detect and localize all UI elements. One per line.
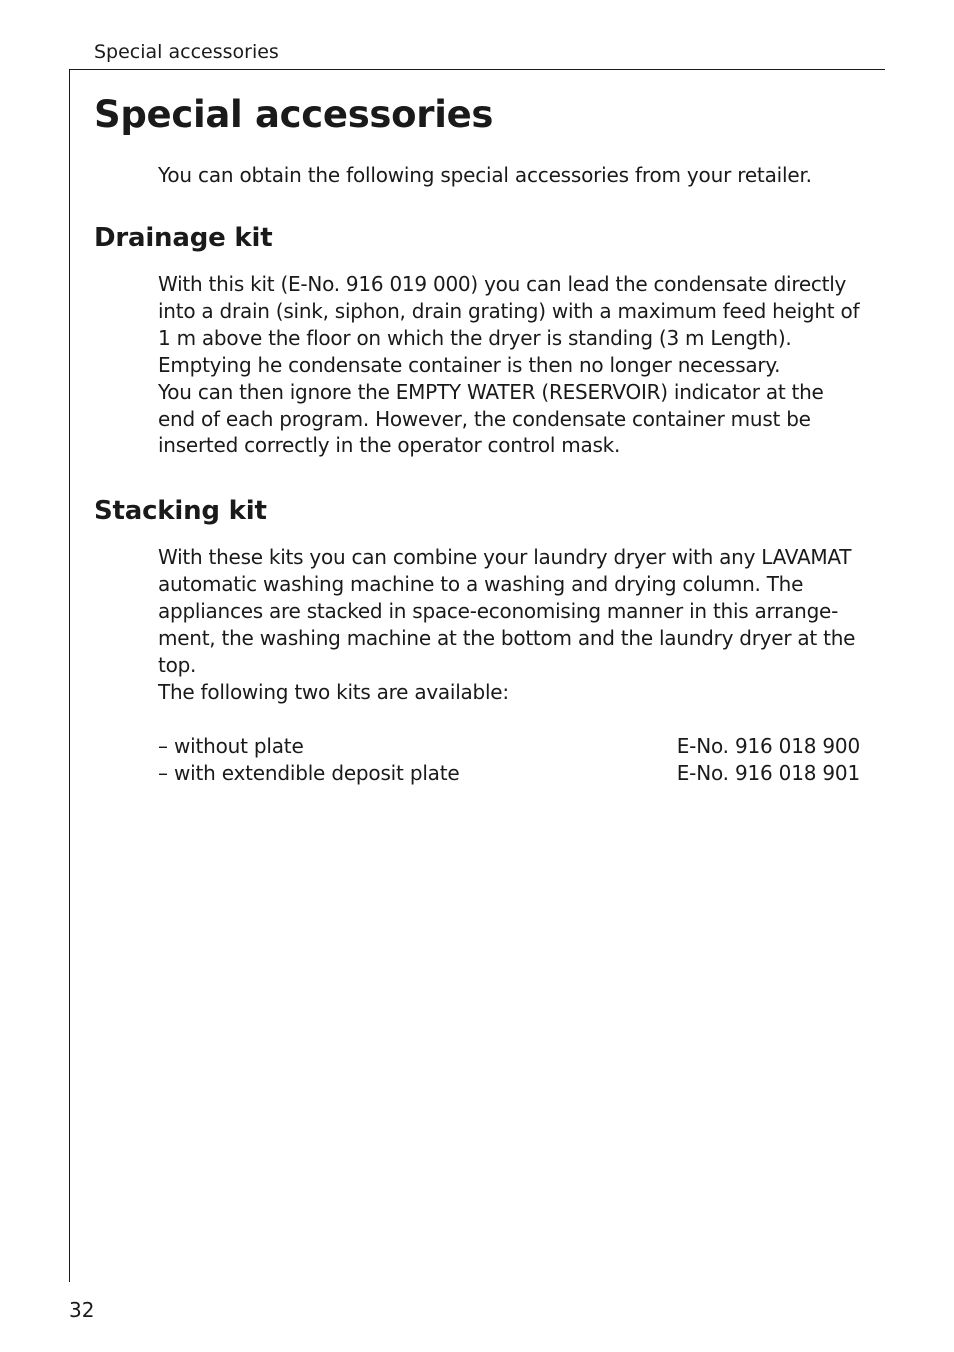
drainage-kit-heading: Drainage kit bbox=[94, 223, 273, 253]
text-line: automatic washing machine to a washing and drying column. The bbox=[158, 571, 804, 596]
kit-part-number: E-No. 916 018 901 bbox=[676, 761, 860, 785]
page-number: 32 bbox=[69, 1298, 95, 1322]
text-line: The following two kits are available: bbox=[158, 679, 509, 704]
stacking-kit-paragraph bbox=[158, 544, 868, 705]
text-line: 1 m above the floor on which the dryer is standing (3 m Length). bbox=[158, 325, 792, 350]
kit-label: – with extendible deposit plate bbox=[158, 761, 460, 785]
text-line: Emptying he condensate container is then no longer necessary. bbox=[158, 352, 781, 377]
running-header: Special accessories bbox=[94, 41, 279, 63]
stacking-kit-heading: Stacking kit bbox=[94, 496, 267, 526]
drainage-kit-paragraph bbox=[158, 271, 868, 459]
text-line: You can then ignore the EMPTY WATER (RESERVOIR) indicator at the bbox=[158, 379, 824, 404]
text-line: With these kits you can combine your laundry dryer with any LAVAMAT bbox=[158, 545, 852, 569]
list-item bbox=[158, 760, 860, 787]
page-title: Special accessories bbox=[94, 93, 494, 136]
text-line: end of each program. However, the condensate container must be bbox=[158, 406, 811, 431]
list-item bbox=[158, 733, 860, 760]
header-rule bbox=[69, 69, 885, 70]
kit-label: – without plate bbox=[158, 734, 304, 758]
text-line: inserted correctly in the operator control mask. bbox=[158, 433, 621, 458]
stacking-kit-list bbox=[158, 733, 860, 787]
intro-paragraph: You can obtain the following special accessories from your retailer. bbox=[158, 163, 812, 187]
text-line: into a drain (sink, siphon, drain grating) with a maximum feed height of bbox=[158, 298, 860, 323]
kit-part-number: E-No. 916 018 900 bbox=[676, 734, 860, 758]
text-line: With this kit (E-No. 916 019 000) you can lead the condensate directly bbox=[158, 272, 847, 296]
text-line: ment, the washing machine at the bottom and the laundry dryer at the bbox=[158, 625, 856, 650]
text-line: top. bbox=[158, 652, 197, 677]
margin-rule bbox=[69, 69, 70, 1282]
text-line: appliances are stacked in space-economising manner in this arrange- bbox=[158, 598, 839, 623]
